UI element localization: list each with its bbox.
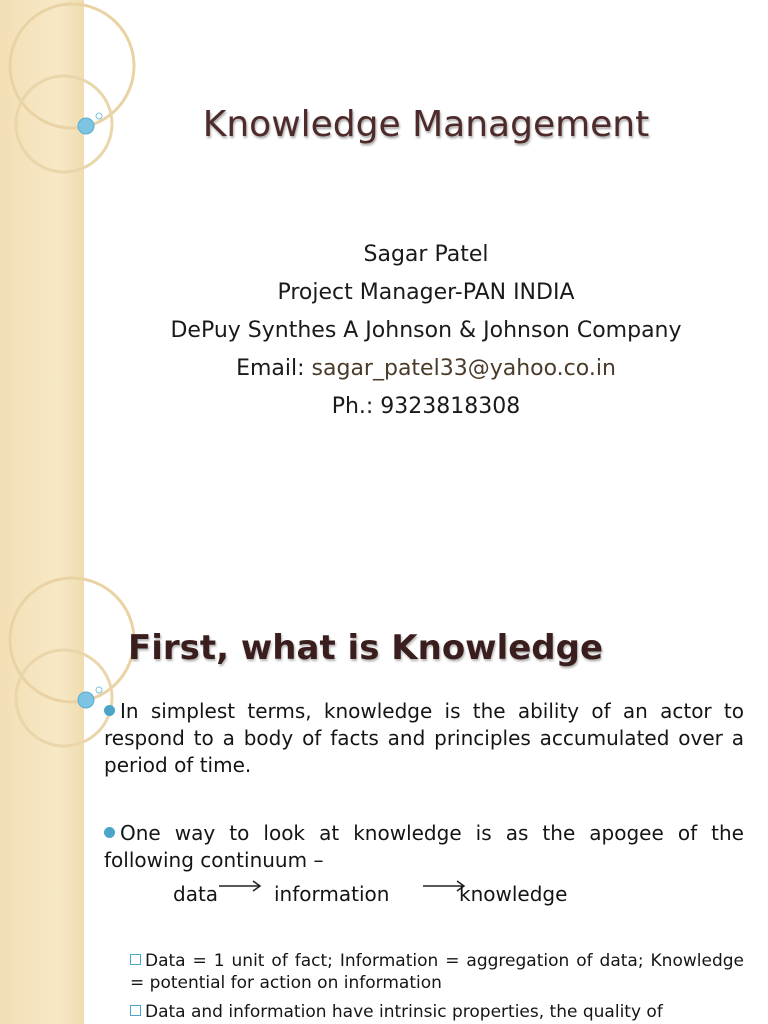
arrow-right-icon — [219, 880, 265, 894]
decorative-circles-icon — [0, 0, 140, 200]
bullet-text: In simplest terms, knowledge is the ability of an actor to respond to a body of facts and principles accumulated over a period of time. — [104, 699, 744, 777]
email-link[interactable]: sagar_patel33@yahoo.co.in — [311, 356, 616, 381]
presenter-info — [84, 236, 768, 426]
email-label: Email: — [236, 356, 312, 381]
sub-bullet-text: Data and information have intrinsic properties, the quality of — [145, 1002, 663, 1022]
square-bullet-icon — [130, 1005, 141, 1016]
presenter-name: Sagar Patel — [363, 242, 489, 267]
slide-title: First, what is Knowledge — [128, 628, 604, 668]
continuum-diagram — [173, 880, 593, 910]
bullet-item — [104, 698, 744, 779]
bullet-dot-icon — [104, 705, 115, 716]
slide-title: Knowledge Management — [202, 104, 650, 145]
continuum-knowledge: knowledge — [459, 882, 568, 906]
email-line — [84, 350, 768, 388]
sub-bullet-text: Data = 1 unit of fact; Information = aggregation of data; Knowledge = potential for action on information — [130, 951, 744, 993]
presenter-role: Project Manager-PAN INDIA — [277, 280, 575, 305]
bullet-dot-icon — [104, 827, 115, 838]
square-bullet-icon — [130, 954, 141, 965]
bullet-text: One way to look at knowledge is as the apogee of the following continuum – — [104, 821, 744, 872]
phone-line: Ph.: 9323818308 — [331, 394, 521, 419]
sub-bullet-item — [130, 1001, 744, 1023]
sub-bullet-item — [130, 950, 744, 994]
presenter-company: DePuy Synthes A Johnson & Johnson Company — [170, 318, 682, 343]
bullet-item — [104, 820, 744, 874]
continuum-information: information — [274, 882, 390, 906]
continuum-data: data — [173, 882, 219, 906]
